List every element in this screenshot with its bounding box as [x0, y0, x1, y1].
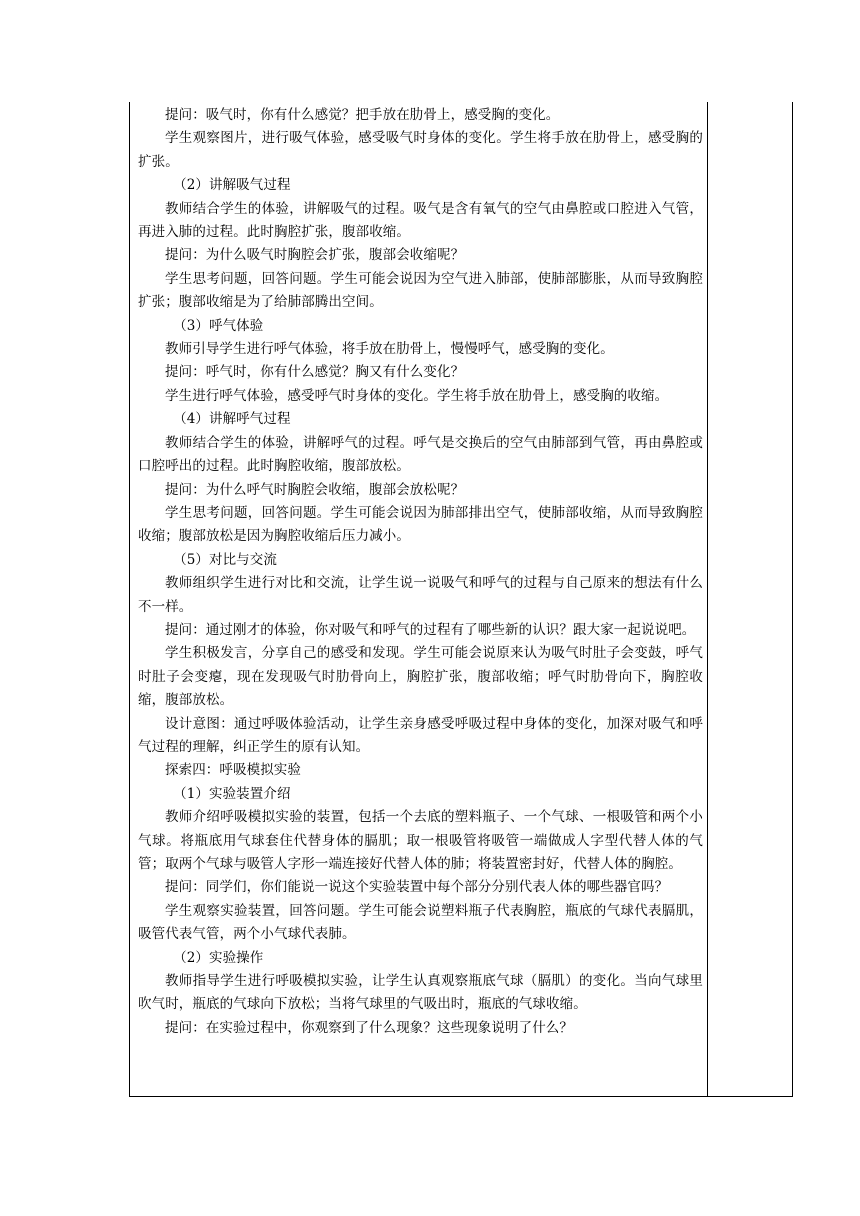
paragraph: 教师结合学生的体验，讲解吸气的过程。吸气是含有氧气的空气由鼻腔或口腔进入气管，再进入肺的过程。此时胸腔扩张，腹部收缩。	[138, 200, 703, 241]
paragraph: 提问：为什么吸气时胸腔会扩张，腹部会收缩呢？	[165, 247, 465, 264]
paragraph: 提问：吸气时，你有什么感觉？把手放在肋骨上，感受胸的变化。	[165, 107, 560, 123]
paragraph: 提问：为什么呼气时胸腔会收缩，腹部会放松呢？	[165, 481, 465, 498]
paragraph: 提问：在实验过程中，你观察到了什么现象？这些现象说明了什么？	[165, 1019, 573, 1036]
paragraph: 学生积极发言，分享自己的感受和发现。学生可能会说原来认为吸气时肚子会变鼓，呼气时肚子会变瘪，现在发现吸气时肋骨向上，胸腔扩张，腹部收缩；呼气时肋骨向下，胸腔收缩，腹部放松。	[138, 645, 703, 709]
section-heading: （4）讲解呼气过程	[173, 411, 291, 428]
paragraph: 教师引导学生进行呼气体验，将手放在肋骨上，慢慢呼气，感受胸的变化。	[165, 341, 614, 358]
lesson-content-cell	[138, 104, 703, 1040]
paragraph: 提问：呼气时，你有什么感觉？胸又有什么变化？	[165, 364, 465, 381]
paragraph: 学生观察实验装置，回答问题。学生可能会说塑料瓶子代表胸腔，瓶底的气球代表膈肌，吸管代表气管，两个小气球代表肺。	[138, 902, 703, 943]
paragraph: 教师组织学生进行对比和交流，让学生说一说吸气和呼气的过程与自己原来的想法有什么不一样。	[138, 575, 703, 615]
section-heading: （2）实验操作	[173, 949, 264, 966]
paragraph: 学生进行呼气体验，感受呼气时身体的变化。学生将手放在肋骨上，感受胸的收缩。	[165, 387, 669, 404]
section-heading: （2）讲解吸气过程	[173, 177, 291, 194]
exploration-heading: 探索四：呼吸模拟实验	[165, 762, 301, 779]
paragraph: 学生观察图片，进行吸气体验，感受吸气时身体的变化。学生将手放在肋骨上，感受胸的扩张。	[138, 130, 703, 170]
section-heading: （5）对比与交流	[173, 551, 277, 568]
paragraph: 教师指导学生进行呼吸模拟实验，让学生认真观察瓶底气球（膈肌）的变化。当向气球里吹气时，瓶底的气球向下放松；当将气球里的气吸出时，瓶底的气球收缩。	[138, 973, 703, 1013]
paragraph: 教师结合学生的体验，讲解呼气的过程。呼气是交换后的空气由肺部到气管，再由鼻腔或口腔呼出的过程。此时胸腔收缩，腹部放松。	[138, 434, 703, 475]
paragraph: 教师介绍呼吸模拟实验的装置，包括一个去底的塑料瓶子、一个气球、一根吸管和两个小气球。将瓶底用气球套住代替身体的膈肌；取一根吸管将吸管一端做成人字型代替人体的气管；取两个气球与吸管人字形一端连接好代替人体的肺；将装置密封好，代替人体的胸腔。	[138, 809, 703, 872]
section-heading: （3）呼气体验	[173, 317, 264, 334]
section-heading: （1）实验装置介绍	[173, 785, 291, 802]
lesson-table	[129, 102, 793, 1097]
paragraph: 提问：同学们，你们能说一说这个实验装置中每个部分分别代表人体的哪些器官吗？	[165, 879, 669, 896]
design-intent: 设计意图：通过呼吸体验活动，让学生亲身感受呼吸过程中身体的变化，加深对吸气和呼气过程的理解，纠正学生的原有认知。	[138, 715, 703, 755]
paragraph: 提问：通过刚才的体验，你对吸气和呼气的过程有了哪些新的认识？跟大家一起说说吧。	[165, 621, 696, 638]
paragraph: 学生思考问题，回答问题。学生可能会说因为肺部排出空气，使肺部收缩，从而导致胸腔收缩；腹部放松是因为胸腔收缩后压力减小。	[138, 504, 703, 545]
column-divider	[707, 102, 708, 1096]
paragraph: 学生思考问题，回答问题。学生可能会说因为空气进入肺部，使肺部膨胀，从而导致胸腔扩张；腹部收缩是为了给肺部腾出空间。	[138, 270, 703, 311]
